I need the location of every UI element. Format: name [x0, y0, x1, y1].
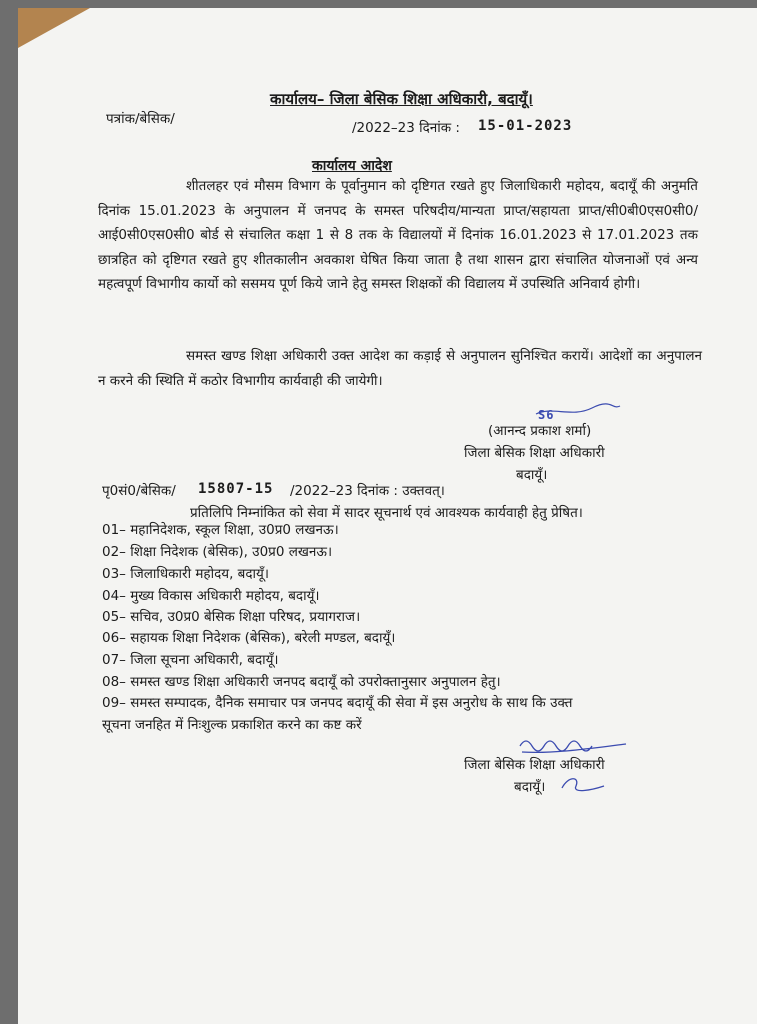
order-heading: कार्यालय आदेश: [312, 158, 392, 174]
recipient-item: 05– सचिव, उ0प्र0 बेसिक शिक्षा परिषद, प्रयागराज।: [102, 609, 361, 625]
copy-reference-number-handwritten: 15807-15: [198, 481, 274, 497]
page-corner-fold: [18, 8, 90, 48]
order-paragraph-1: शीतलहर एवं मौसम विभाग के पूर्वानुमान को दृष्टिगत रखते हुए जिलाधिकारी महोदय, बदायूँ की अनुमति दिनांक 15.01.2023 के अनुपालन में जनपद के समस्त परिषदीय/मान्यता प्राप्त/सहायता प्राप्त/सी0बी0एस0सी0/ आई0सी0एस0सी0 बोर्ड से संचालित कक्षा 1 से 8 तक के विद्यालयों में दिनांक 16.01.2023 से 17.01.2023 तक छात्रहित को दृष्टिगत रखते हुए शीतकालीन अवकाश घेषित किया जाता है तथा शासन द्वारा संचालित योजनाओं एवं अन्य महत्वपूर्ण विभागीय कार्यो को ससमय पूर्ण किये जाने हेतु समस्त शिक्षकों की विद्यालय में उपस्थिति अनिवार्य होगी।: [98, 178, 698, 292]
order-paragraph-2: समस्त खण्ड शिक्षा अधिकारी उक्त आदेश का कड़ाई से अनुपालन सुनिश्चित करायें। आदेशों का अनुपालन न करने की स्थिति में कठोर विभागीय कार्यवाही की जायेगी।: [98, 348, 702, 389]
recipient-item-continuation: सूचना जनहित में निःशुल्क प्रकाशित करने का कष्ट करें: [102, 717, 362, 733]
signatory-designation: जिला बेसिक शिक्षा अधिकारी: [464, 445, 605, 461]
recipient-item: 02– शिक्षा निदेशक (बेसिक), उ0प्र0 लखनऊ।: [102, 544, 333, 560]
recipient-item: 09– समस्त सम्पादक, दैनिक समाचार पत्र जनपद बदायूँ की सेवा में इस अनुरोध के साथ कि उक्त: [102, 695, 573, 711]
office-title: कार्यालय– जिला बेसिक शिक्षा अधिकारी, बदायूँ।: [270, 90, 533, 108]
reference-date-handwritten: 15-01-2023: [478, 118, 573, 134]
signatory-place: बदायूँ।: [516, 467, 548, 483]
recipient-item: 07– जिला सूचना अधिकारी, बदायूँ।: [102, 652, 279, 668]
copy-reference-prefix: पृ0सं0/बेसिक/: [102, 483, 176, 499]
signature-initials: S6: [538, 408, 555, 422]
recipient-item: 08– समस्त खण्ड शिक्षा अधिकारी जनपद बदायूँ को उपरोक्तानुसार अनुपालन हेतु।: [102, 674, 501, 690]
signature-flourish: [558, 772, 608, 794]
copy-intro: प्रतिलिपि निम्नांकित को सेवा में सादर सूचनार्थ एवं आवश्यक कार्यवाही हेतु प्रेषित।: [190, 505, 583, 521]
copy-reference-date: /2022–23 दिनांक : उक्तवत्।: [290, 483, 445, 499]
document-page: [18, 8, 757, 1024]
reference-year-date-label: /2022–23 दिनांक :: [352, 120, 460, 136]
signatory-name: (आनन्द प्रकाश शर्मा): [488, 423, 592, 439]
signature-scribble-2: [514, 732, 634, 758]
reference-prefix: पत्रांक/बेसिक/: [106, 111, 175, 127]
recipient-item: 04– मुख्य विकास अधिकारी महोदय, बदायूँ।: [102, 588, 320, 604]
signatory-2-place: बदायूँ।: [514, 779, 546, 795]
signature-scribble-1: [532, 400, 622, 424]
signatory-2-designation: जिला बेसिक शिक्षा अधिकारी: [464, 757, 605, 773]
recipient-item: 06– सहायक शिक्षा निदेशक (बेसिक), बरेली मण्डल, बदायूँ।: [102, 630, 396, 646]
recipient-item: 01– महानिदेशक, स्कूल शिक्षा, उ0प्र0 लखनऊ।: [102, 522, 339, 538]
recipient-item: 03– जिलाधिकारी महोदय, बदायूँ।: [102, 566, 269, 582]
